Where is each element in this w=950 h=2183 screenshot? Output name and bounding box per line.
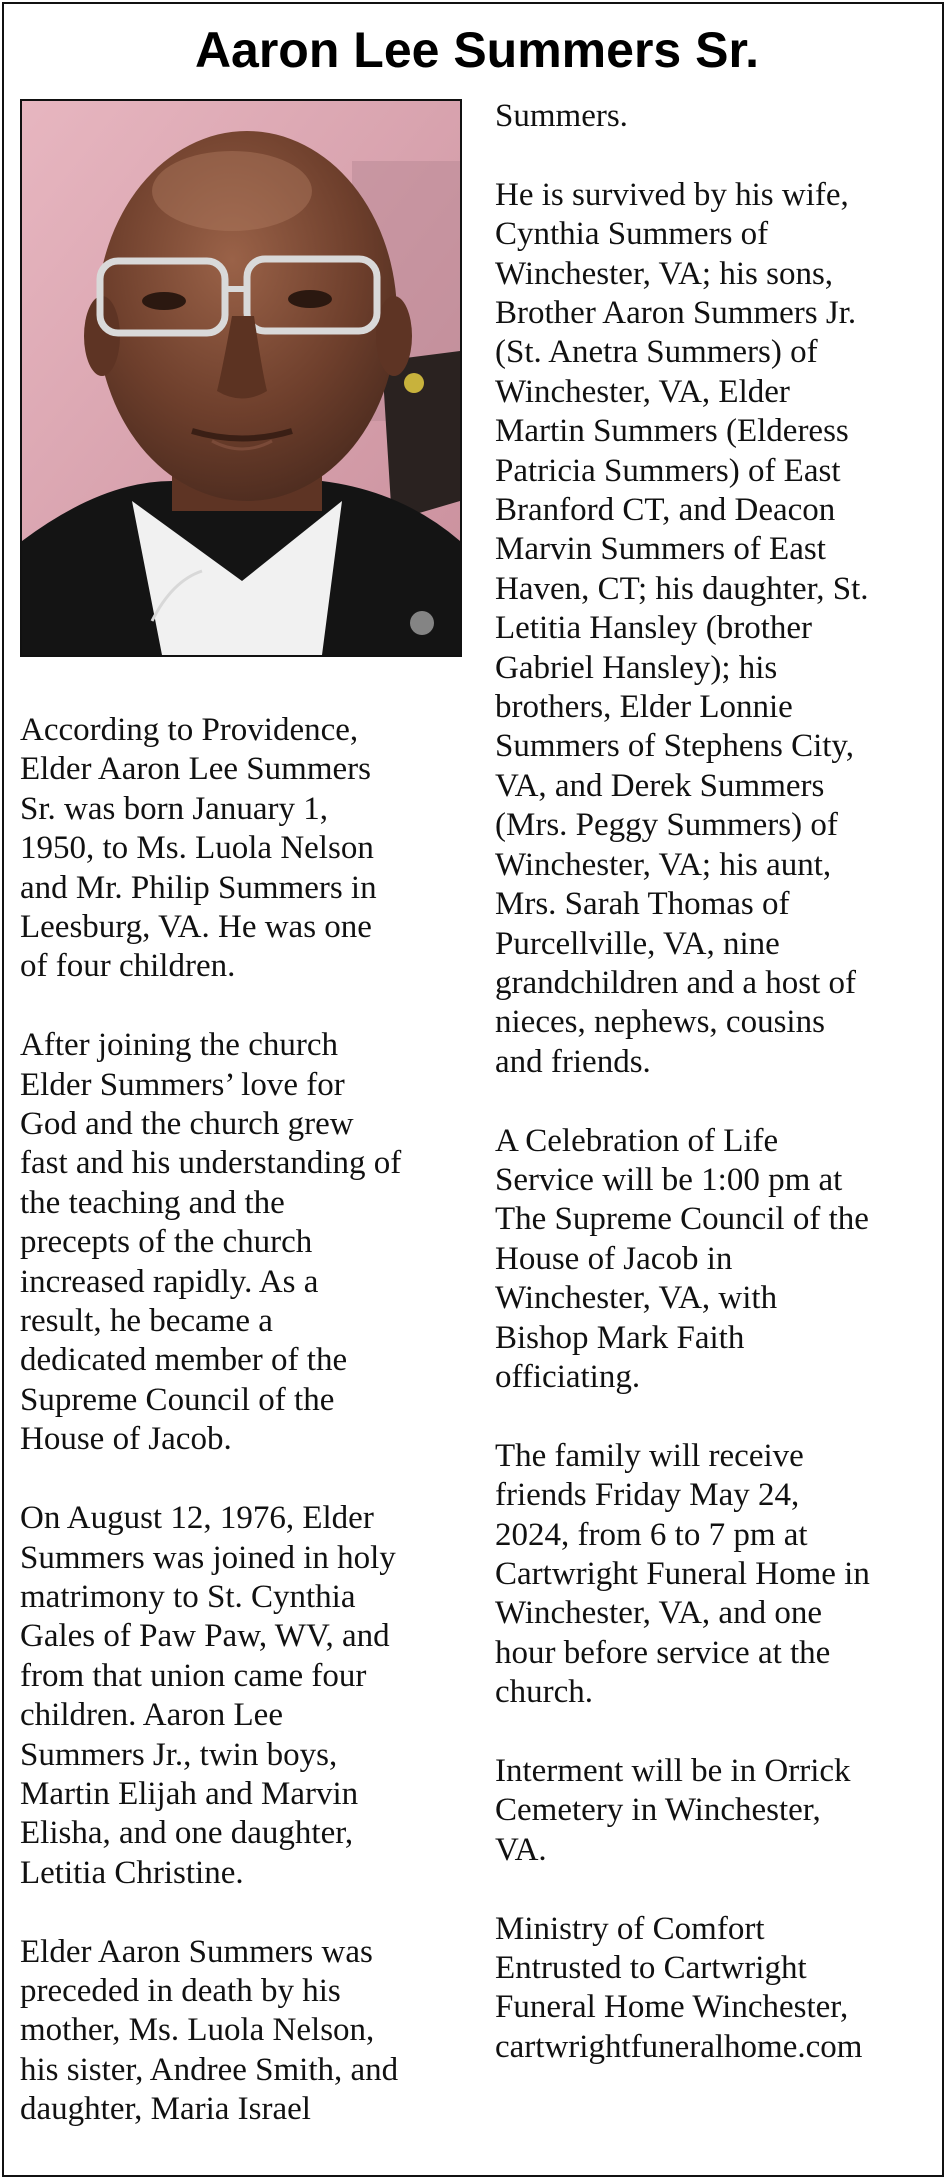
text-line: VA. (495, 1831, 547, 1868)
text-line: After joining the church (20, 1027, 338, 1064)
text-line: nieces, nephews, cousins (495, 1004, 825, 1041)
text-line: Martin Summers (Elderess (495, 413, 849, 450)
text-line: House of Jacob in (495, 1240, 733, 1277)
text-line: precepts of the church (20, 1224, 313, 1261)
text-line: the teaching and the (20, 1184, 285, 1221)
text-line: (St. Anetra Summers) of (495, 334, 818, 371)
text-line: Martin Elijah and Marvin (20, 1775, 359, 1812)
text-line: Elder Aaron Summers was (20, 1933, 373, 1970)
text-line: Leesburg, VA. He was one (20, 909, 372, 946)
text-line: mother, Ms. Luola Nelson, (20, 2012, 375, 2049)
text-line: Elder Summers’ love for (20, 1066, 345, 1103)
text-line: of four children. (20, 948, 236, 985)
text-line: Funeral Home Winchester, (495, 1989, 849, 2026)
text-line: God and the church grew (20, 1106, 354, 1143)
text-line: Mrs. Sarah Thomas of (495, 886, 790, 923)
text-line: Cemetery in Winchester, (495, 1792, 821, 1829)
text-line: Winchester, VA, and one (495, 1595, 822, 1632)
text-line: Summers of Stephens City, (495, 728, 855, 765)
text-line: children. Aaron Lee (20, 1697, 283, 1734)
text-line: Haven, CT; his daughter, St. (495, 570, 869, 607)
text-line: The family will receive (495, 1437, 804, 1474)
paragraph (20, 1933, 470, 2130)
text-line: matrimony to St. Cynthia (20, 1578, 356, 1615)
text-line: The Supreme Council of the (495, 1201, 869, 1238)
text-line: He is survived by his wife, (495, 176, 849, 213)
text-line: Cynthia Summers of (495, 216, 769, 253)
text-line: A Celebration of Life (495, 1122, 779, 1159)
text-line: Brother Aaron Summers Jr. (495, 295, 857, 332)
text-line: Letitia Hansley (brother (495, 610, 813, 647)
paragraph (20, 1499, 470, 1893)
paragraph (495, 1752, 935, 1870)
text-line: Service will be 1:00 pm at (495, 1161, 843, 1198)
paragraph (20, 1026, 470, 1459)
text-line: and friends. (495, 1043, 651, 1080)
portrait-illustration (22, 101, 460, 655)
text-line: officiating. (495, 1358, 641, 1395)
text-line: (Mrs. Peggy Summers) of (495, 807, 838, 844)
paragraph (20, 711, 470, 987)
text-line: Winchester, VA, with (495, 1280, 778, 1317)
text-line: Bishop Mark Faith (495, 1319, 745, 1356)
paragraph (495, 97, 935, 136)
text-line: 2024, from 6 to 7 pm at (495, 1516, 808, 1553)
obituary-frame (2, 2, 944, 2177)
text-line: Gales of Paw Paw, WV, and (20, 1618, 390, 1655)
text-line: Marvin Summers of East (495, 531, 826, 568)
text-line: from that union came four (20, 1657, 367, 1694)
text-line: Purcellville, VA, nine (495, 925, 780, 962)
text-line: Patricia Summers) of East (495, 452, 841, 489)
paragraph (495, 176, 935, 1082)
portrait-photo (20, 99, 462, 657)
text-line: Cartwright Funeral Home in (495, 1555, 870, 1592)
obituary-title: Aaron Lee Summers Sr. (194, 22, 760, 78)
text-line: House of Jacob. (20, 1421, 232, 1458)
text-line: hour before service at the (495, 1634, 831, 1671)
text-line: increased rapidly. As a (20, 1263, 319, 1300)
text-line: Gabriel Hansley); his (495, 649, 778, 686)
text-line: and Mr. Philip Summers in (20, 869, 377, 906)
paragraph (495, 1122, 935, 1398)
text-line: Summers was joined in holy (20, 1539, 396, 1576)
text-line: Ministry of Comfort (495, 1910, 765, 1947)
text-line: daughter, Maria Israel (20, 2091, 311, 2128)
text-line: Winchester, VA, Elder (495, 373, 790, 410)
text-line: Sr. was born January 1, (20, 790, 328, 827)
text-line: Elder Aaron Lee Summers (20, 751, 371, 788)
text-line: result, he became a (20, 1303, 273, 1340)
text-line: preceded in death by his (20, 1972, 341, 2009)
paragraph (495, 1437, 935, 1713)
text-line: Elisha, and one daughter, (20, 1815, 354, 1852)
text-line: dedicated member of the (20, 1342, 348, 1379)
text-line: Branford CT, and Deacon (495, 492, 836, 529)
text-line: On August 12, 1976, Elder (20, 1500, 374, 1537)
text-line: Winchester, VA; his sons, (495, 255, 834, 292)
right-column (495, 97, 935, 2107)
text-line: According to Providence, (20, 712, 359, 748)
text-line: fast and his understanding of (20, 1145, 402, 1182)
text-line: Supreme Council of the (20, 1381, 335, 1418)
text-line: Summers Jr., twin boys, (20, 1736, 338, 1773)
funeral-home-website: cartwrightfuneralhome.com (495, 2028, 863, 2065)
text-line: VA, and Derek Summers (495, 767, 825, 804)
text-line: friends Friday May 24, (495, 1477, 800, 1514)
text-line: Letitia Christine. (20, 1854, 244, 1891)
text-line: 1950, to Ms. Luola Nelson (20, 830, 374, 867)
text-line: Winchester, VA; his aunt, (495, 846, 832, 883)
text-line: his sister, Andree Smith, and (20, 2051, 399, 2088)
text-line: grandchildren and a host of (495, 964, 857, 1001)
paragraph (495, 1910, 935, 2068)
text-line: Entrusted to Cartwright (495, 1950, 807, 1987)
text-line: brothers, Elder Lonnie (495, 689, 793, 726)
text-line: church. (495, 1674, 594, 1711)
left-column (20, 711, 470, 2169)
text-line: Interment will be in Orrick (495, 1753, 851, 1789)
text-line: Summers. (495, 98, 628, 134)
